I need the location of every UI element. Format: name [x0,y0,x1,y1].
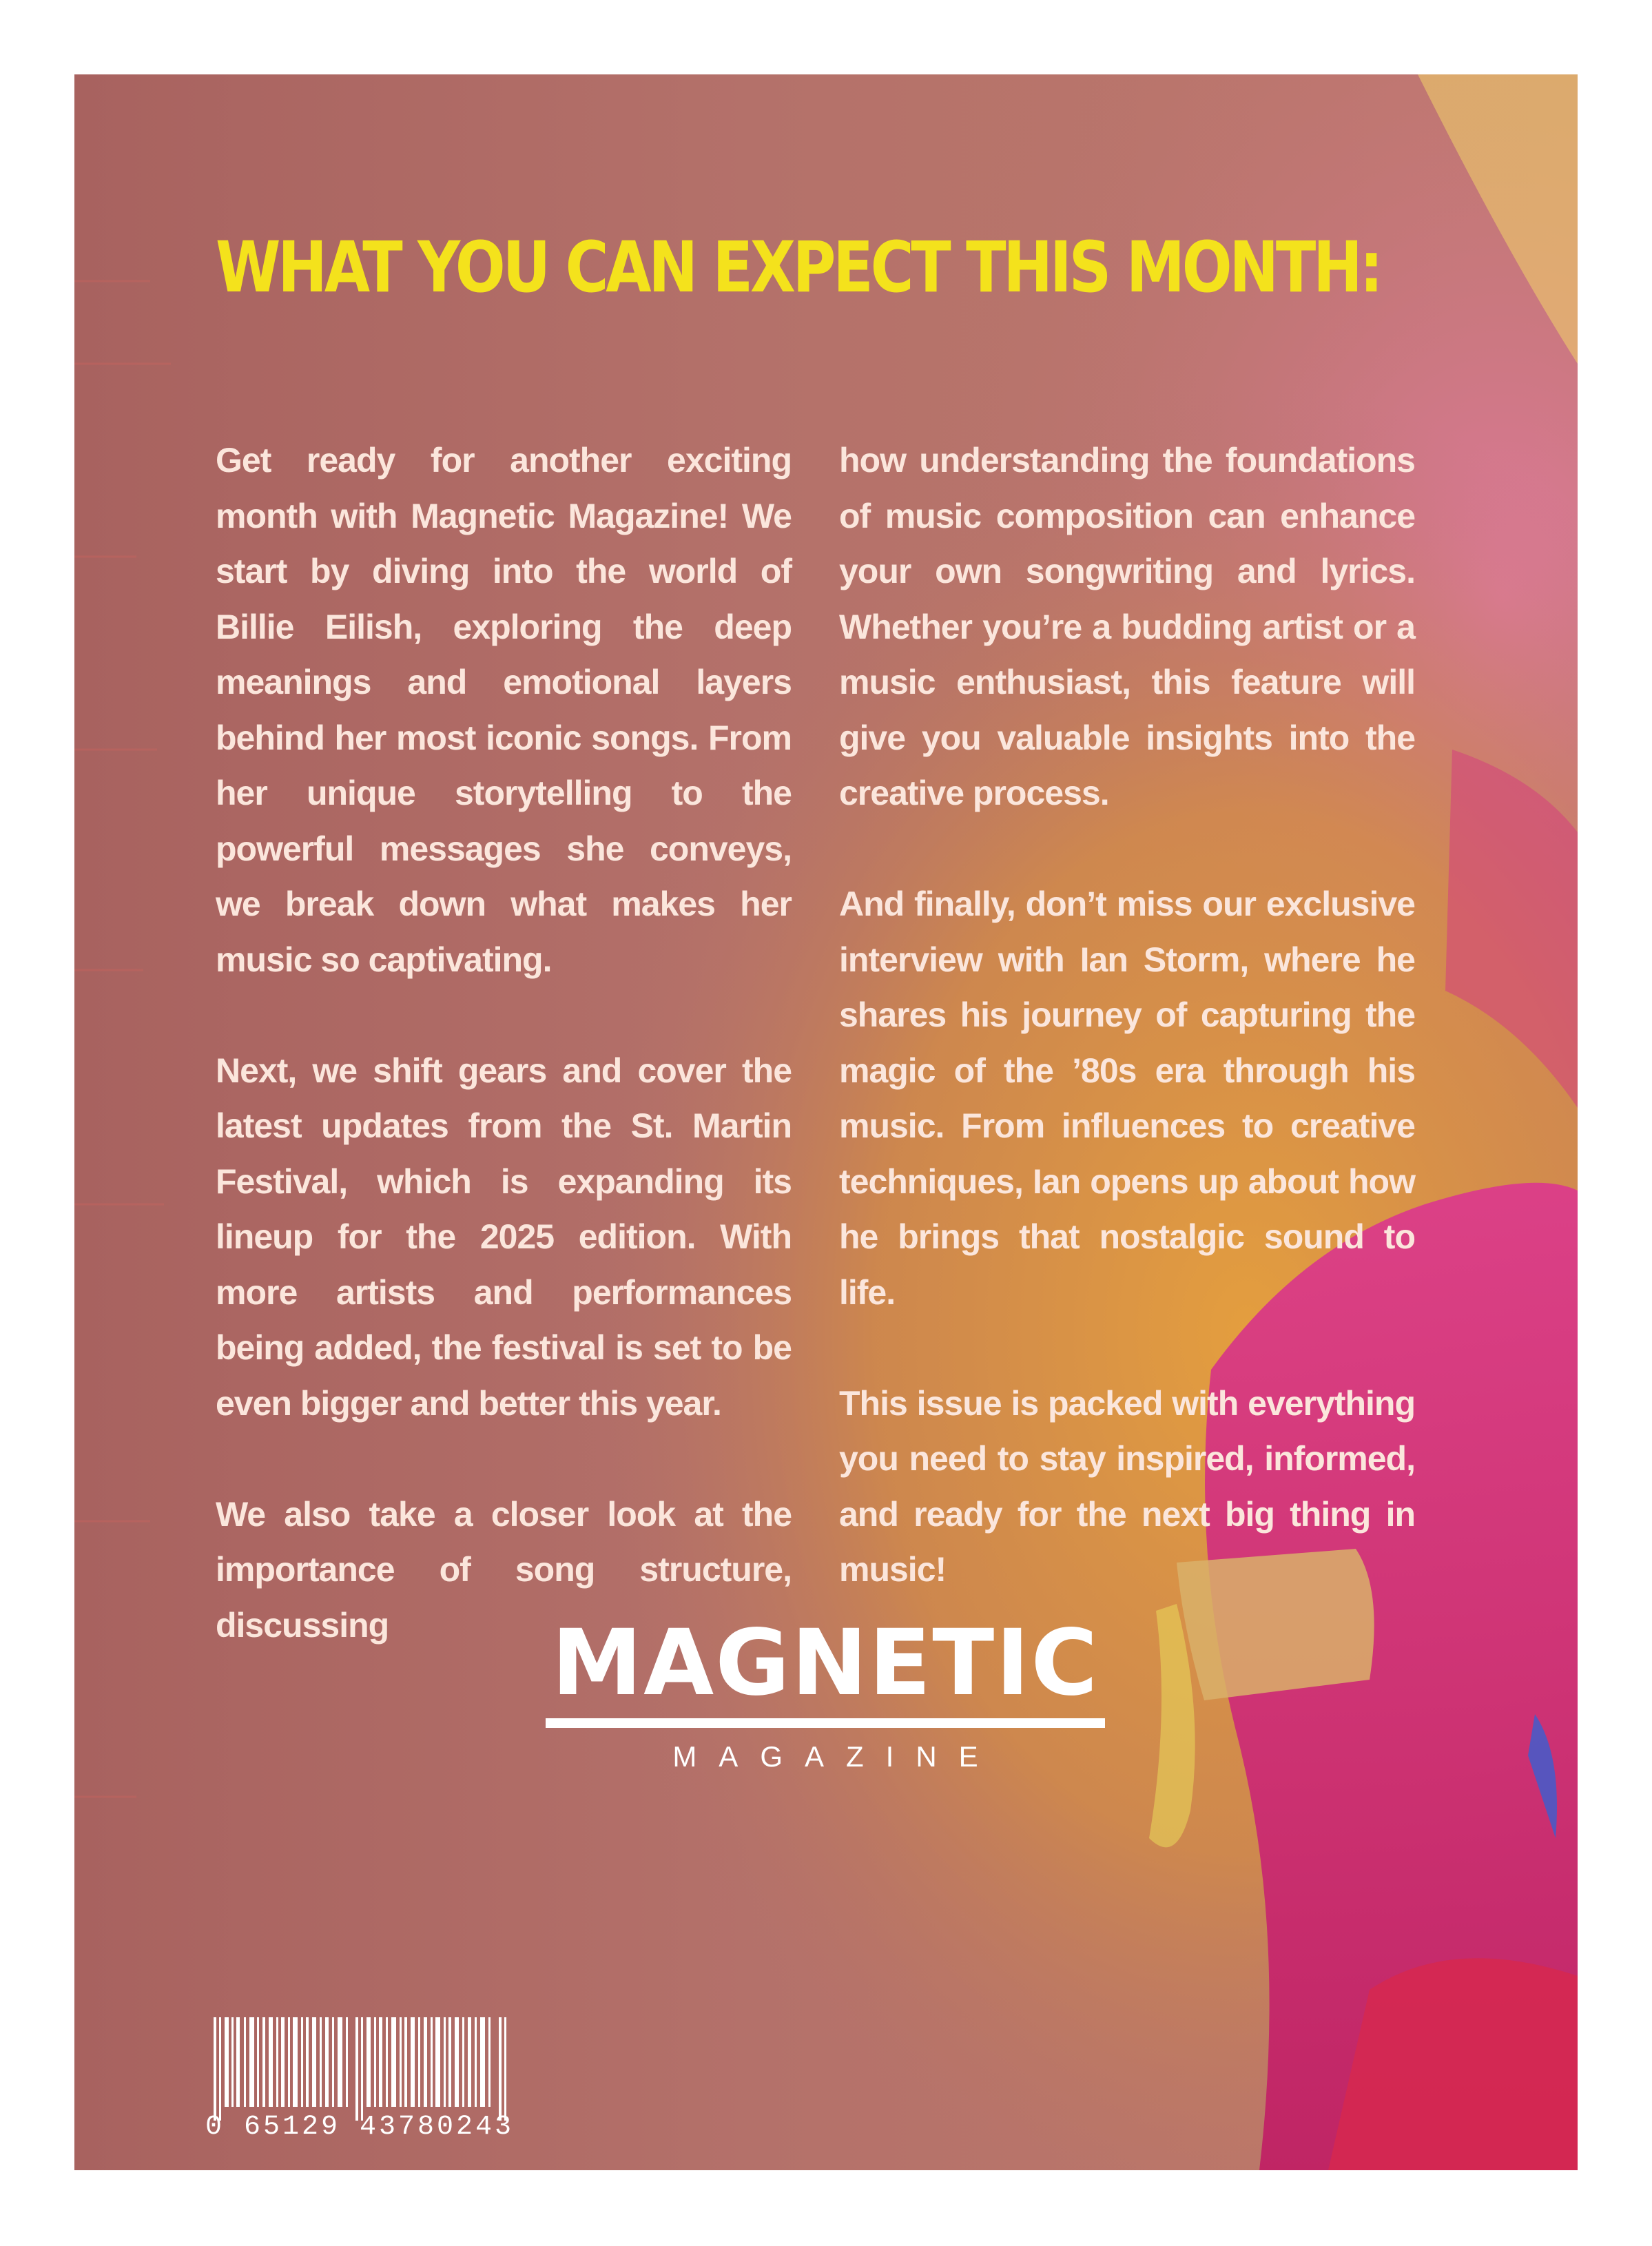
barcode [205,2017,522,2141]
festival-paragraph: Next, we shift gears and cover the latest updates from the St. Martin Festival, which is expanding its lineup for the 2025 edition. With more artists and performances being added, the festival is set to be even bigger and better this year. [216,1051,792,1423]
interview-paragraph: And finally, don’t miss our exclusive interview with Ian Storm, where he shares his journey of capturing the magic of the ’80s era through his music. From influences to creative techniques, Ian opens up about how he brings that nostalgic sound to life. [839,885,1415,1312]
magazine-logo [543,1610,1108,1773]
logo-divider [546,1718,1105,1728]
barcode-bars [214,2017,514,2121]
song-structure-paragraph: We also take a closer look at the importance of song structure, discussing [216,1494,792,1645]
songwriting-paragraph: how understanding the foundations of music composition can enhance your own songwriting and lyrics. Whether you’re a budding artist or a music enthusiast, this feature will give you valuable insights into the creative process. [839,441,1415,812]
page-headline: WHAT YOU CAN EXPECT THIS MONTH: [216,227,1381,309]
left-text-column [216,433,792,1709]
closing-paragraph: This issue is packed with everything you need to stay inspired, informed, and ready for the next big thing in music! [839,1383,1415,1589]
intro-paragraph: Get ready for another exciting month with Magnetic Magazine! We start by diving into the world of Billie Eilish, exploring the deep meanings and emotional layers behind her most iconic songs. From her unique storytelling to the powerful messages she conveys, we break down what makes her music so captivating. [216,441,792,979]
magazine-back-cover [74,74,1578,2170]
logo-subtitle: MAGAZINE [672,1740,1000,1773]
logo-wordmark: MAGNETIC [551,1610,1099,1716]
right-text-column [839,433,1415,1653]
barcode-number: 0 65129 43780243 [205,2112,515,2143]
